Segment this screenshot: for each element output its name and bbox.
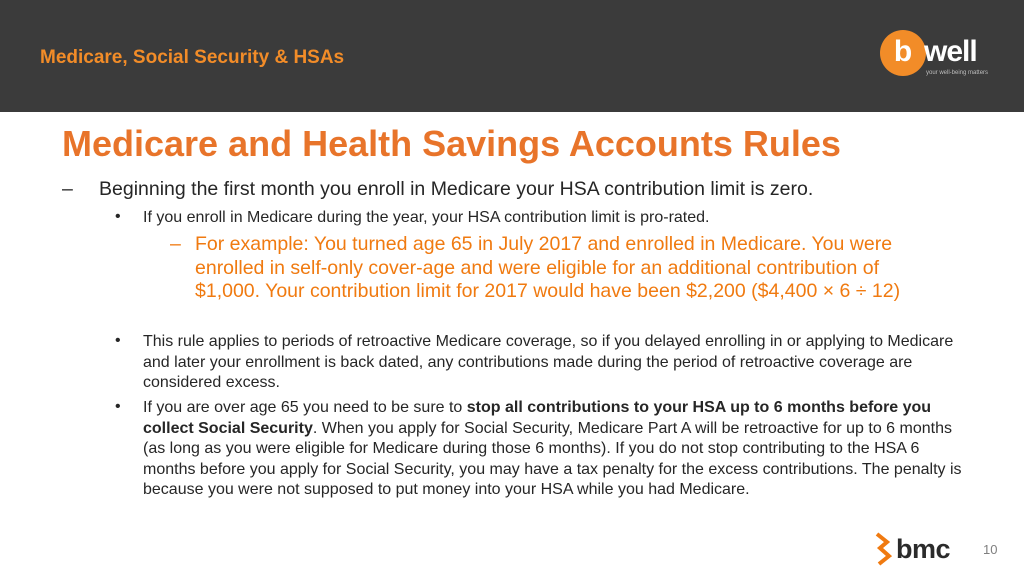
level1-text: Beginning the first month you enroll in Medicare your HSA contribution limit is zero. [99,178,814,200]
bullet-marker: • [115,398,121,415]
dash-marker: – [170,233,181,255]
dash-marker: – [62,178,73,200]
slide-title: Medicare and Health Savings Accounts Rules [62,123,841,164]
bwell-logo-tagline: your well-being matters [926,70,989,76]
bmc-wordmark: bmc [896,534,951,564]
bullet-text-bold: stop all contributions to your HSA up to 6 months before you collect Social Security [143,399,932,437]
header-bar [0,0,1024,112]
section-title: Medicare, Social Security & HSAs [40,47,345,68]
bullet-text-part: If you are over age 65 you need to be sure to [143,399,467,416]
bullet-text [143,398,963,501]
bmc-logo [874,532,964,566]
bullet-text: If you enroll in Medicare during the year, your HSA contribution limit is pro-rated. [143,209,710,226]
bmc-chevron-icon [874,532,896,566]
example-text: For example: You turned age 65 in July 2017 and enrolled in Medicare. You were enrolled in self-only cover-age and were eligible for an additional contribution of $1,000. Your contribution limit for 2017 would have been $2,200 ($4,400 × 6 ÷ 12) [195,233,901,302]
bwell-logo-letter: b [893,35,913,68]
bwell-logo-word: well [924,35,977,68]
bullet-text: This rule applies to periods of retroactive Medicare coverage, so if you delayed enrolling in or applying to Medicare and later your enrollment is back dated, any contributions made during the period of retroactive coverage are considered excess. [143,333,954,391]
bullet-text-part: . When you apply for Social Security, Medicare Part A will be retroactive for up to 6 months (as long as you were eligible for Medicare during those 6 months). If you do not stop contributing to the HSA 6 months before you apply for Social Security, you may have a tax penalty for the excess contributions. The penalty is because you were not supposed to put money into your HSA while you had Medicare. [143,419,962,498]
page-number: 10 [983,542,998,557]
bullet-marker: • [115,208,121,225]
bullet-marker: • [115,332,121,349]
bwell-logo [880,30,1000,82]
